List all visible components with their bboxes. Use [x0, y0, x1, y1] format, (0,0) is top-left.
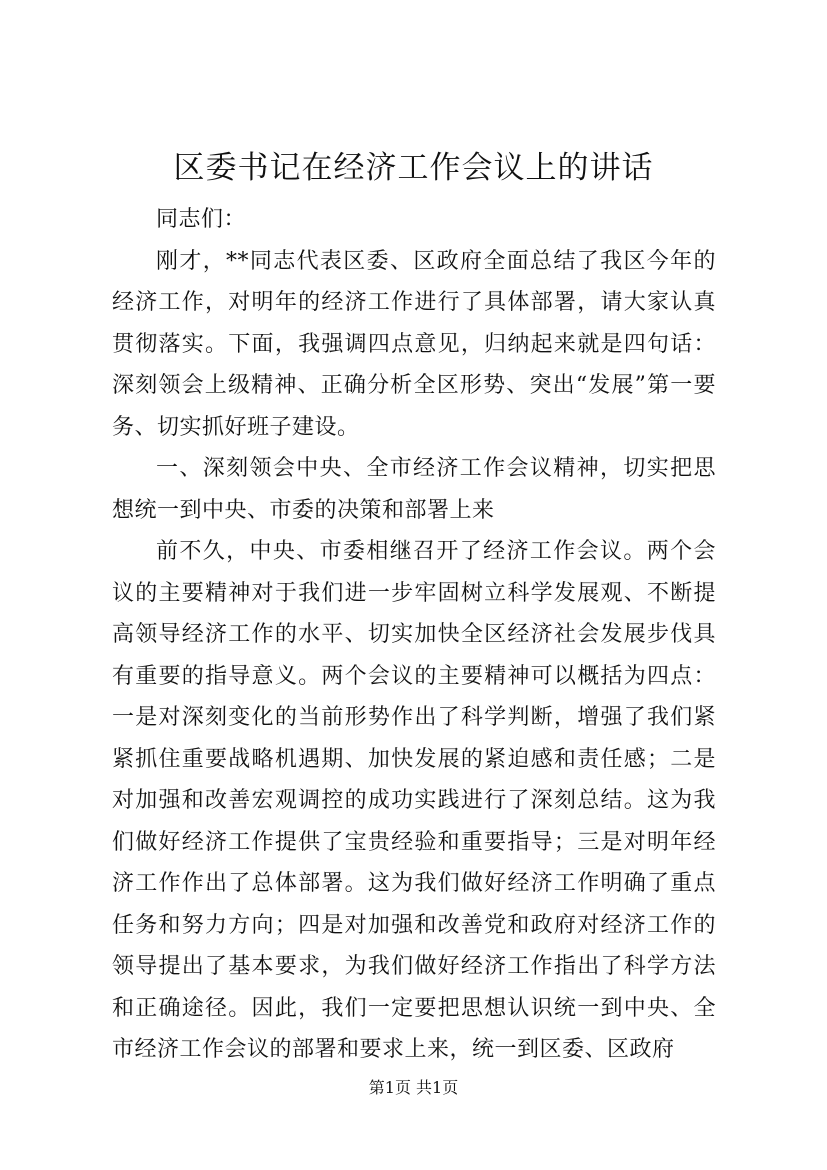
- salutation: 同志们：: [156, 207, 247, 232]
- document-body: [112, 199, 716, 1071]
- paragraph-intro: 刚才，**同志代表区委、区政府全面总结了我区今年的经济工作，对明年的经济工作进行了具体部署，请大家认真贯彻落实。下面，我强调四点意见，归纳起来就是四句话：深刻领会上级精神、正确分析全区形势、突出“发展”第一要务、切实抓好班子建设。: [112, 248, 716, 440]
- page-footer: 第1页 共1页: [368, 1078, 459, 1097]
- document-title: 区委书记在经济工作会议上的讲话: [173, 150, 654, 186]
- paragraph-section-1: 前不久，中央、市委相继召开了经济工作会议。两个会议的主要精神对于我们进一步牢固树立科学发展观、不断提高领导经济工作的水平、切实加快全区经济社会发展步伐具有重要的指导意义。两个会议的主要精神可以概括为四点：一是对深刻变化的当前形势作出了科学判断，增强了我们紧紧抓住重要战略机遇期、加快发展的紧迫感和责任感；二是对加强和改善宏观调控的成功实践进行了深刻总结。这为我们做好经济工作提供了宝贵经验和重要指导；三是对明年经济工作作出了总体部署。这为我们做好经济工作明确了重点任务和努力方向；四是对加强和改善党和政府对经济工作的领导提出了基本要求，为我们做好经济工作指出了科学方法和正确途径。因此，我们一定要把思想认识统一到中央、全市经济工作会议的部署和要求上来，统一到区委、区政府: [112, 539, 716, 1062]
- section-heading-1: 一、深刻领会中央、全市经济工作会议精神，切实把思想统一到中央、市委的决策和部署上来: [112, 456, 716, 523]
